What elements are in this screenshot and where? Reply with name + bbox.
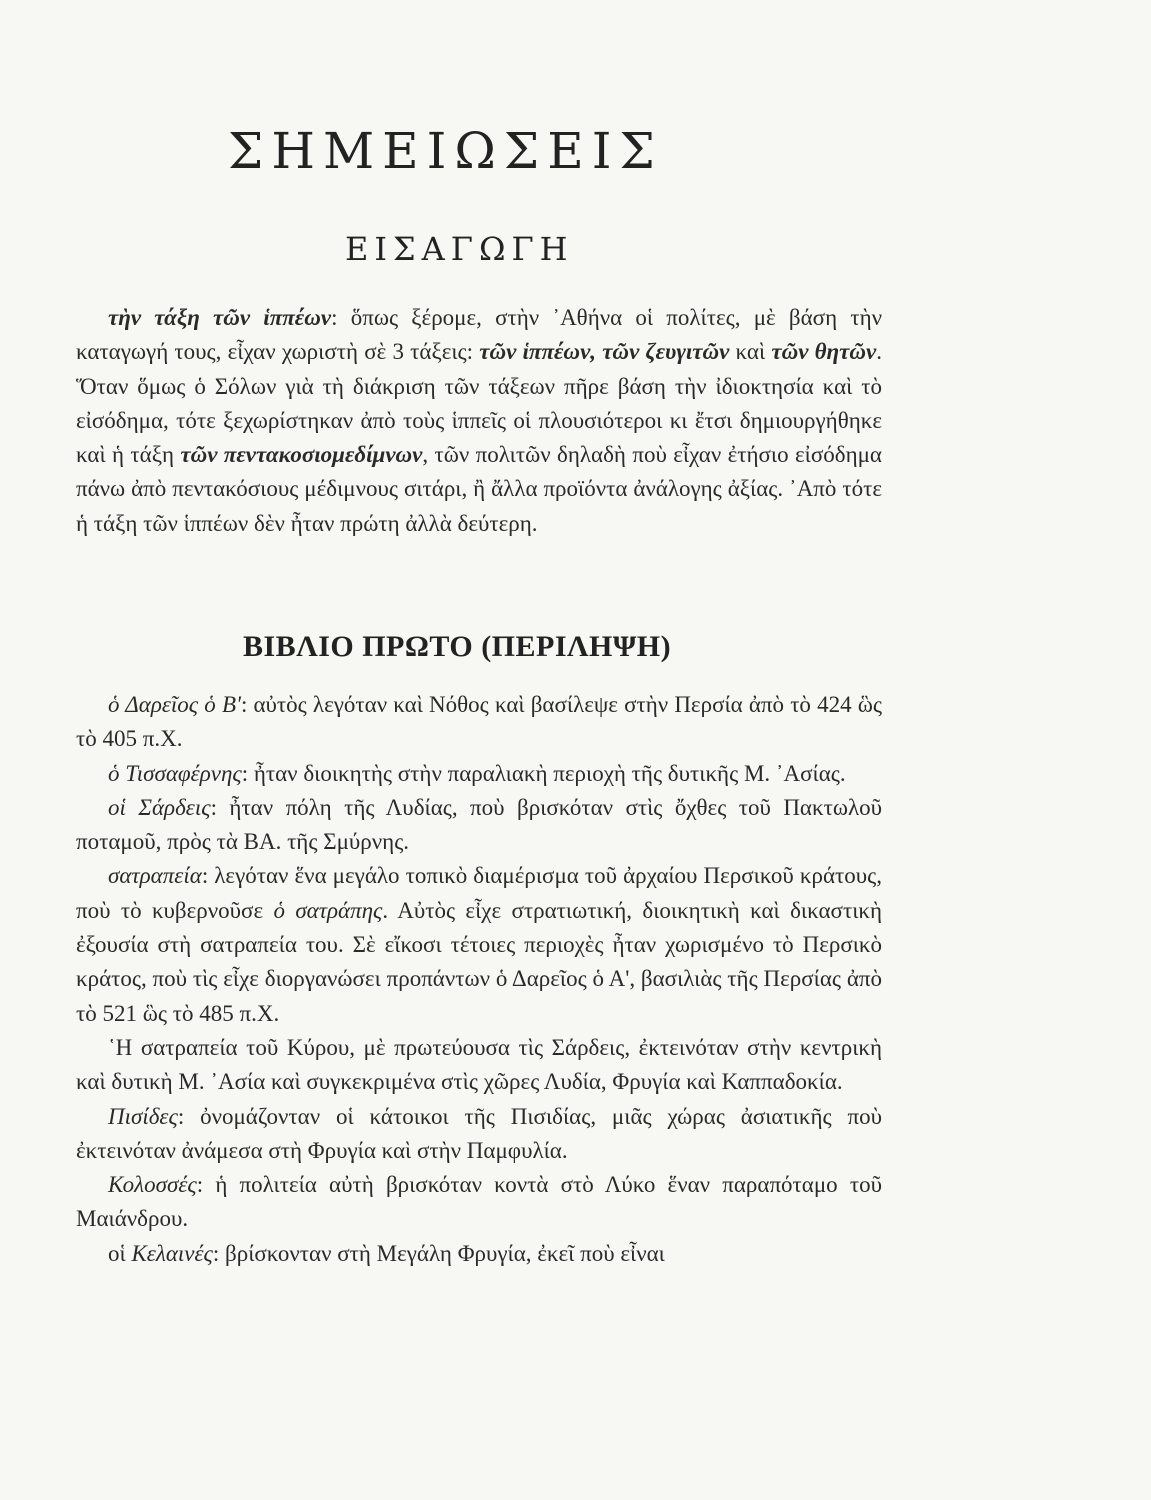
note-text: : ἡ πολιτεία αὐτὴ βρισκόταν κοντὰ στὸ Λύκο ἕναν παραπόταμο τοῦ Μαιάνδρου. <box>76 1172 882 1232</box>
lemma-tissaphernes: ὁ Τισσαφέρνης <box>108 760 242 786</box>
lemma-kolosses: Κολοσσές <box>108 1172 197 1198</box>
lemma-pisides: Πισίδες <box>108 1103 178 1129</box>
note-text: . Ὅταν ὅμως ὁ Σόλων γιὰ τὴ διάκριση τῶν τάξεων πῆρε βάση τὴν ἰδιοκτησία καὶ τὸ εἰσόδημα, τότε ξεχωρίστηκαν ἀπὸ τοὺς ἱππεῖς οἱ πλουσιότεροι κι ἔτσι δημιουργήθηκε καὶ ἡ τάξη <box>76 339 882 468</box>
note-darius <box>76 688 882 757</box>
note-text: : βρίσκονταν στὴ Μεγάλη Φρυγία, ἐκεῖ ποὺ εἶναι <box>212 1240 665 1266</box>
section-title-introduction: ΕΙΣΑΓΩΓΗ <box>345 230 574 268</box>
note-kolosses <box>76 1168 882 1237</box>
book-one-notes <box>76 688 882 1271</box>
note-text: : ὀνομάζονταν οἱ κάτοικοι τῆς Πισιδίας, μιᾶς χώρας ἀσιατικῆς ποὺ ἐκτεινόταν ἀνάμεσα στὴ Φρυγία καὶ στὴν Παμφυλία. <box>76 1103 882 1163</box>
note-text: : ὅπως ξέρομε, στὴν ᾿Αθήνα οἱ πολίτες, μὲ βάση τὴν καταγωγή τους, εἶχαν χωριστὴ σὲ 3 τάξεις: <box>76 305 882 365</box>
emphasis-thetes: τῶν θητῶν <box>771 339 877 365</box>
note-kyros-satrapy <box>76 1031 882 1100</box>
lemma-kelaines: Κελαινές <box>131 1240 213 1266</box>
note-kelaines <box>76 1237 882 1271</box>
intro-text-block <box>76 301 882 541</box>
page-title: ΣΗΜΕΙΩΣΕΙΣ <box>228 122 663 180</box>
note-pisides <box>76 1100 882 1169</box>
note-tissaphernes <box>76 757 882 791</box>
note-text: : αὐτὸς λεγόταν καὶ Νόθος καὶ βασίλεψε στὴν Περσία ἀπὸ τὸ 424 ὣς τὸ 405 π.Χ. <box>76 692 883 752</box>
note-text: ῾Η σατραπεία τοῦ Κύρου, μὲ πρωτεύουσα τὶς Σάρδεις, ἐκτεινόταν στὴν κεντρικὴ καὶ δυτικὴ Μ. ᾿Ασία καὶ συγκεκριμένα στὶς χῶρες Λυδία, Φρυγία καὶ Καππαδοκία. <box>76 1034 882 1095</box>
lemma-satrapy: σατραπεία <box>108 863 202 889</box>
note-text: : ἦταν πόλη τῆς Λυδίας, ποὺ βρισκόταν στὶς ὄχθες τοῦ Πακτωλοῦ ποταμοῦ, πρὸς τὰ ΒΑ. τῆς Σμύρνης. <box>76 794 882 855</box>
note-satrapy <box>76 859 882 1030</box>
note-sardeis <box>76 791 882 860</box>
note-text: , τῶν πολιτῶν δηλαδὴ ποὺ εἶχαν ἐτήσιο εἰσόδημα πάνω ἀπὸ πεντακόσιους μέδιμνους σιτάρι, ἢ ἄλλα προϊόντα ἀνάλογης ἀξίας. ᾿Απὸ τότε ἡ τάξη τῶν ἱππέων δὲν ἦταν πρώτη ἀλλὰ δεύτερη. <box>76 442 882 536</box>
note-text: καὶ <box>729 339 772 365</box>
emphasis-classes: τῶν ἱππέων, τῶν ζευγιτῶν <box>479 339 730 365</box>
lemma-darius: ὁ Δαρεῖος ὁ Β' <box>108 692 241 717</box>
lemma-sardeis: οἱ Σάρδεις <box>108 794 211 820</box>
note-text: . Αὐτὸς εἶχε στρατιωτική, διοικητικὴ καὶ δικαστικὴ ἐξουσία στὴ σατραπεία του. Σὲ εἴκοσι τέτοιες περιοχὲς ἦταν χωρισμένο τὸ Περσικὸ κράτος, ποὺ τὶς εἶχε διοργανώσει προπάντων ὁ Δαρεῖος ὁ Α', βασιλιὰς τῆς Περσίας ἀπὸ τὸ 521 ὣς τὸ 485 π.Χ. <box>76 897 883 1026</box>
emphasis-pentakosiomedimnoi: τῶν πεντακοσιομεδίμνων <box>180 442 423 468</box>
section-title-book-one: ΒΙΒΛΙΟ ΠΡΩΤΟ (ΠΕΡΙΛΗΨΗ) <box>243 630 672 663</box>
intro-note-paragraph <box>76 301 882 541</box>
lemma-taxi-ippeon: τὴν τάξη τῶν ἱππέων <box>108 305 332 330</box>
emphasis-satrap: ὁ σατράπης <box>273 897 383 923</box>
note-text: : ἦταν διοικητὴς στὴν παραλιακὴ περιοχὴ τῆς δυτικῆς Μ. ᾿Ασίας. <box>241 760 846 786</box>
note-text: : λεγόταν ἕνα μεγάλο τοπικὸ διαμέρισμα τοῦ ἀρχαίου Περσικοῦ κράτους, ποὺ τὸ κυβερνοῦσε <box>76 863 882 923</box>
note-text: οἱ <box>108 1240 132 1266</box>
